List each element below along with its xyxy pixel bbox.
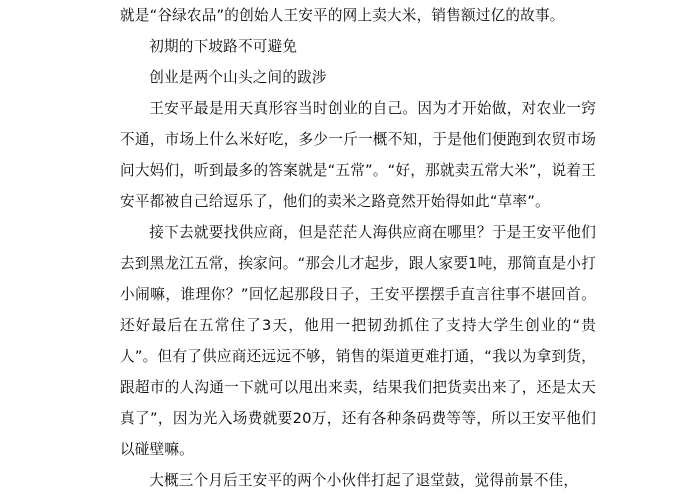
paragraph-heading-2: 创业是两个山头之间的跋涉: [149, 69, 327, 86]
paragraph: 王安平最是用天真形容当时创业的自己。因为才开始做，对农业一窍不通，市场上什么米好吃，多少一斤一概不知，于是他们便跑到农贸市场问大妈们，听到最多的答案就是“五常”。“好，那就卖五常大米”，说着王安平都被自己给逗乐了，他们的卖米之路竟然开始得如此“草率”。: [120, 100, 596, 210]
paragraph: 就是“谷绿农品”的创始人王安平的网上卖大米，销售额过亿的故事。: [120, 7, 565, 24]
paragraph: 接下去就要找供应商，但是茫茫人海供应商在哪里？于是王安平他们去到黑龙江五常，挨家问。“那会儿才起步，跟人家要1吨，那简直是小打小闹嘛，谁理你？”回忆起那段日子，王安平摆摆手直言往事不堪回首。还好最后在五常住了3天，他用一把韧劲抓住了支持大学生创业的“贵人”。但有了供应商还远远不够，销售的渠道更难打通，“我以为拿到货，跟超市的人沟通一下就可以甩出来卖，结果我们把货卖出来了，还是太天真了”，因为光入场费就要20万，还有各种条码费等等，所以王安平他们以碰壁嘛。: [120, 224, 596, 458]
document-body: [120, 0, 596, 496]
paragraph-heading-1: 初期的下坡路不可避免: [149, 38, 298, 55]
paragraph: 大概三个月后王安平的两个小伙伴打起了退堂鼓，觉得前景不佳，: [149, 472, 579, 489]
